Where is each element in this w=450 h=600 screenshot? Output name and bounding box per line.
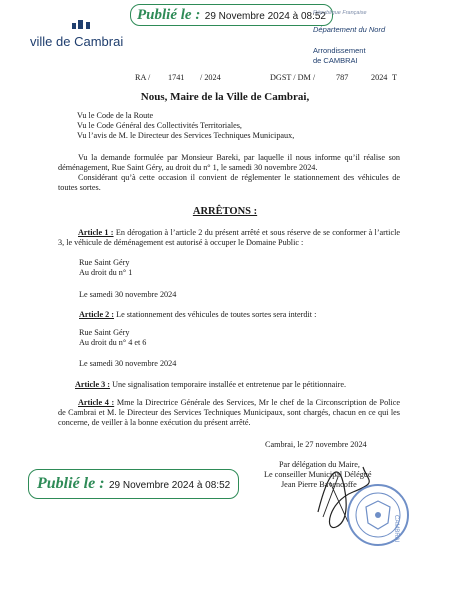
arretons-heading: ARRÊTONS : (192, 206, 258, 217)
article-2 (79, 310, 316, 320)
department-label: Département du Nord (313, 25, 386, 34)
article-4-label: Article 4 : (78, 398, 115, 407)
article-1-street: Rue Saint Géry (79, 258, 130, 267)
dgst-year: 2024 (371, 73, 388, 82)
dgst-suffix: T (392, 73, 398, 82)
city-seal (346, 483, 410, 547)
dgst-label: DGST / DM / (270, 73, 316, 82)
arrondissement-name: de CAMBRAI (313, 56, 358, 65)
published-stamp-top (130, 4, 333, 26)
article-1-date: Le samedi 30 novembre 2024 (79, 290, 177, 299)
article-2-text: Le stationnement des véhicules de toutes sortes sera interdit : (116, 310, 317, 319)
consider-paragraph: Considérant qu’à cette occasion il convient de réglementer le stationnement des véhicules de toutes sortes. (58, 173, 400, 192)
article-2-date: Le samedi 30 novembre 2024 (79, 359, 177, 368)
published-label: Publié le : (137, 7, 201, 23)
consideration-2: Vu le Code Général des Collectivités Territoriales, (77, 121, 242, 130)
article-1 (58, 228, 400, 248)
ra-label: RA / (135, 73, 151, 82)
article-1-location: Au droit du n° 1 (79, 268, 133, 277)
consideration-3: Vu l’avis de M. le Directeur des Services Techniques Municipaux, (77, 131, 295, 140)
article-2-street: Rue Saint Géry (79, 328, 130, 337)
article-1-label: Article 1 : (78, 228, 114, 237)
signature-name: Jean Pierre Bavencoffe (281, 480, 357, 489)
published-label: Publié le : (37, 475, 105, 492)
published-datetime: 29 Novembre 2024 à 08:52 (204, 11, 326, 22)
article-3 (75, 380, 346, 390)
article-1-text: En dérogation à l’article 2 du présent arrêté et sous réserve de se conformer à l’article 3, le véhicule de déménagement est autorisé à occuper le Domaine Public : (58, 228, 401, 247)
consideration-1: Vu le Code de la Route (77, 111, 154, 120)
article-3-text: Une signalisation temporaire installée et entretenue par le pétitionnaire. (112, 380, 346, 389)
city-logo (30, 16, 130, 49)
dgst-number: 787 (336, 73, 349, 82)
article-4 (58, 398, 400, 428)
ra-number: 1741 (168, 73, 185, 82)
signature-role: Le conseiller Municipal Délégué (264, 470, 372, 479)
seal-text: CAMBRAI (393, 515, 399, 543)
city-logo-towers (30, 19, 130, 29)
article-3-label: Article 3 : (75, 380, 111, 389)
article-2-label: Article 2 : (79, 310, 115, 319)
city-logo-text: ville de Cambrai (30, 34, 124, 49)
signature-delegation: Par délégation du Maire, (279, 460, 360, 469)
article-4-text: Mme la Directrice Générale des Services, Mr le chef de la Circonscription de Police de Cambrai et M. le Directeur des Services Techniques Municipaux, sont chargés, chacun en ce qui les concerne, de veiller à la bonne exécution du présent arrêté. (58, 398, 400, 427)
reference-line (0, 73, 450, 85)
ra-year: / 2024 (200, 73, 221, 82)
signature-place-date: Cambrai, le 27 novembre 2024 (265, 440, 367, 449)
decree-title: Nous, Maire de la Ville de Cambrai, (140, 91, 310, 103)
published-datetime: 29 Novembre 2024 à 08:52 (109, 480, 231, 491)
request-paragraph: Vu la demande formulée par Monsieur Bareki, par laquelle il nous informe qu’il réalise son déménagement, Rue Saint Géry, au droit du n° 1, le samedi 30 novembre 2024. (58, 153, 400, 172)
published-stamp-bottom (28, 469, 239, 499)
arrondissement-label: Arrondissement (313, 46, 366, 55)
republic-label: République Française (313, 10, 367, 16)
article-2-location: Au droit du n° 4 et 6 (79, 338, 147, 347)
considerations (77, 111, 294, 141)
